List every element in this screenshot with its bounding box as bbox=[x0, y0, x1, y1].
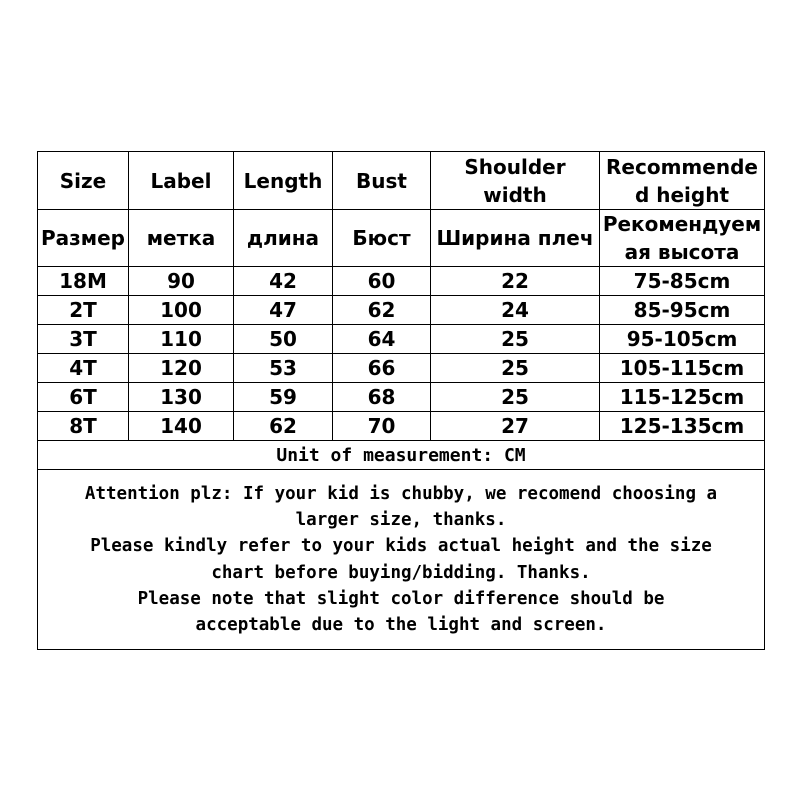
cell-bust: 64 bbox=[333, 325, 431, 354]
cell-size: 18M bbox=[38, 267, 129, 296]
cell-length: 47 bbox=[234, 296, 333, 325]
header-row-russian bbox=[38, 210, 765, 267]
cell-bust: 62 bbox=[333, 296, 431, 325]
table-row bbox=[38, 412, 765, 441]
cell-length: 53 bbox=[234, 354, 333, 383]
header-length-ru: длина bbox=[234, 210, 333, 267]
table-row bbox=[38, 354, 765, 383]
size-chart-table bbox=[37, 151, 765, 650]
note-line: Please kindly refer to your kids actual height and the size bbox=[90, 536, 712, 557]
cell-bust: 70 bbox=[333, 412, 431, 441]
cell-bust: 66 bbox=[333, 354, 431, 383]
cell-recommended-height: 105-115cm bbox=[600, 354, 765, 383]
cell-bust: 60 bbox=[333, 267, 431, 296]
cell-length: 42 bbox=[234, 267, 333, 296]
header-recommended-height-ru: Рекомендуем ая высота bbox=[600, 210, 765, 267]
table-row bbox=[38, 325, 765, 354]
cell-label: 100 bbox=[129, 296, 234, 325]
header-size-ru: Размер bbox=[38, 210, 129, 267]
cell-label: 130 bbox=[129, 383, 234, 412]
header-label-ru: метка bbox=[129, 210, 234, 267]
header-shoulder-width-ru: Ширина плеч bbox=[431, 210, 600, 267]
cell-length: 62 bbox=[234, 412, 333, 441]
notes-row bbox=[38, 470, 765, 650]
cell-size: 8T bbox=[38, 412, 129, 441]
cell-shoulder-width: 22 bbox=[431, 267, 600, 296]
header-bust: Bust bbox=[333, 152, 431, 210]
cell-shoulder-width: 27 bbox=[431, 412, 600, 441]
header-shoulder-width: Shoulder width bbox=[431, 152, 600, 210]
note-line: Attention plz: If your kid is chubby, we recomend choosing a bbox=[84, 483, 718, 504]
notes-cell bbox=[38, 470, 765, 650]
header-bust-ru: Бюст bbox=[333, 210, 431, 267]
note-line: Please note that slight color difference should be bbox=[137, 588, 665, 609]
table-row bbox=[38, 383, 765, 412]
header-label: Label bbox=[129, 152, 234, 210]
note-line: acceptable due to the light and screen. bbox=[195, 615, 607, 636]
header-row-english bbox=[38, 152, 765, 210]
header-length: Length bbox=[234, 152, 333, 210]
cell-size: 4T bbox=[38, 354, 129, 383]
unit-of-measurement: Unit of measurement: CM bbox=[38, 441, 765, 470]
cell-label: 140 bbox=[129, 412, 234, 441]
cell-label: 120 bbox=[129, 354, 234, 383]
cell-label: 110 bbox=[129, 325, 234, 354]
cell-recommended-height: 125-135cm bbox=[600, 412, 765, 441]
cell-shoulder-width: 25 bbox=[431, 325, 600, 354]
cell-recommended-height: 85-95cm bbox=[600, 296, 765, 325]
cell-shoulder-width: 24 bbox=[431, 296, 600, 325]
cell-length: 59 bbox=[234, 383, 333, 412]
cell-length: 50 bbox=[234, 325, 333, 354]
cell-label: 90 bbox=[129, 267, 234, 296]
cell-recommended-height: 75-85cm bbox=[600, 267, 765, 296]
cell-shoulder-width: 25 bbox=[431, 354, 600, 383]
cell-shoulder-width: 25 bbox=[431, 383, 600, 412]
cell-recommended-height: 95-105cm bbox=[600, 325, 765, 354]
size-chart-sheet bbox=[37, 151, 764, 651]
note-line: larger size, thanks. bbox=[295, 509, 507, 530]
table-row bbox=[38, 296, 765, 325]
cell-size: 6T bbox=[38, 383, 129, 412]
unit-row bbox=[38, 441, 765, 470]
cell-bust: 68 bbox=[333, 383, 431, 412]
header-size: Size bbox=[38, 152, 129, 210]
table-row bbox=[38, 267, 765, 296]
note-line: chart before buying/bidding. Thanks. bbox=[211, 562, 591, 583]
cell-size: 2T bbox=[38, 296, 129, 325]
header-recommended-height: Recommende d height bbox=[600, 152, 765, 210]
cell-size: 3T bbox=[38, 325, 129, 354]
cell-recommended-height: 115-125cm bbox=[600, 383, 765, 412]
